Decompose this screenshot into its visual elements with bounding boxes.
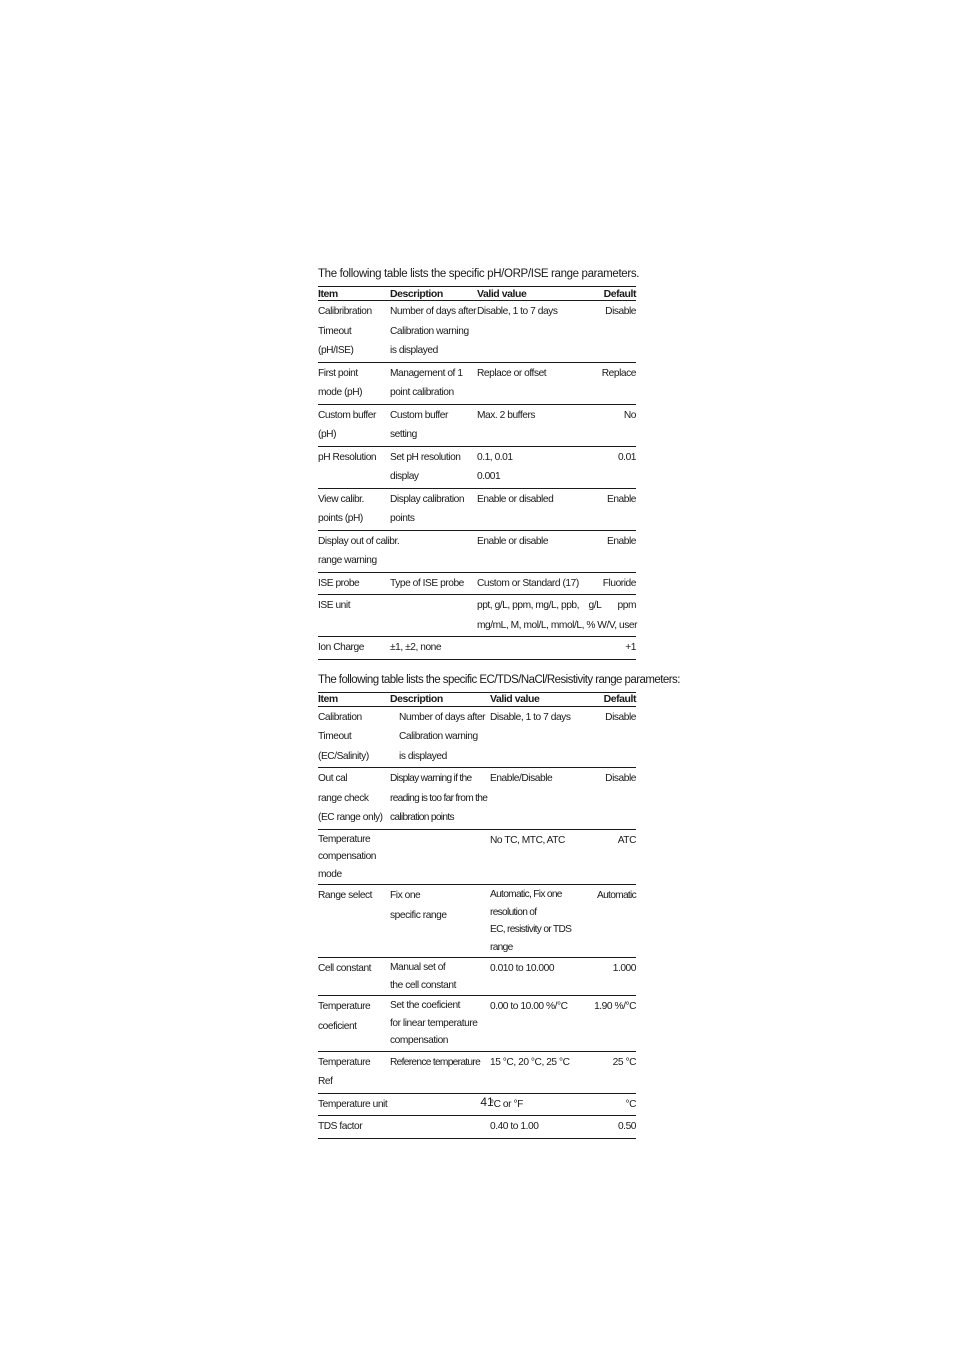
cell-valid-value <box>477 637 593 660</box>
cell-item: Out cal range check (EC range only) <box>318 768 390 830</box>
cell-valid-value: 0.00 to 10.00 %/°C <box>490 996 588 1052</box>
table-row <box>318 572 636 595</box>
table-row <box>318 446 636 488</box>
table-row <box>318 1116 636 1139</box>
cell-item: TDS factor <box>318 1116 490 1139</box>
cell-valid-value: No TC, MTC, ATC <box>490 829 588 885</box>
header-valid-value: Valid value <box>477 287 593 301</box>
cell-default: Automatic <box>588 885 636 958</box>
cell-valid-value: Enable/Disable <box>490 768 588 830</box>
table-row <box>318 595 636 637</box>
header-description: Description <box>390 692 490 706</box>
header-valid-value: Valid value <box>490 692 588 706</box>
table-row <box>318 362 636 404</box>
cell-valid-value: Replace or offset <box>477 362 593 404</box>
header-item: Item <box>318 287 390 301</box>
cell-item: Display out of calibr. range warning <box>318 530 477 572</box>
table-row <box>318 829 636 885</box>
cell-item: Ion Charge <box>318 637 390 660</box>
cell-item: Calibribration Timeout (pH/ISE) <box>318 301 390 363</box>
cell-valid-value: Custom or Standard (17) <box>477 572 593 595</box>
cell-default: ppm <box>593 595 636 637</box>
cell-description: Type of ISE probe <box>390 572 477 595</box>
cell-default: Disable <box>593 301 636 363</box>
cell-description: Management of 1 point calibration <box>390 362 477 404</box>
cell-valid-value: 0.1, 0.01 0.001 <box>477 446 593 488</box>
page-number: 41 <box>480 1095 494 1109</box>
cell-default: Disable <box>588 706 636 768</box>
cell-description: Manual set of the cell constant <box>390 958 490 996</box>
table-row <box>318 637 636 660</box>
ph-table-caption: The following table lists the specific pH/ORP/ISE range parameters. <box>318 268 640 280</box>
cell-description: Number of days after Calibration warning is displayed <box>390 301 477 363</box>
cell-description: Set pH resolution display <box>390 446 477 488</box>
cell-default: Replace <box>593 362 636 404</box>
header-item: Item <box>318 692 390 706</box>
table-row <box>318 1051 636 1093</box>
cell-valid-value: ppt, g/L, ppm, mg/L, ppb, g/L mg/mL, M, mol/L, mmol/L, % W/V, user <box>477 595 593 637</box>
cell-default: No <box>593 404 636 446</box>
cell-item: Temperature compensation mode <box>318 829 390 885</box>
cell-description: Custom buffer setting <box>390 404 477 446</box>
cell-default: 0.01 <box>593 446 636 488</box>
table-row <box>318 706 636 768</box>
cell-default: Fluoride <box>593 572 636 595</box>
cell-item: Cell constant <box>318 958 390 996</box>
cell-description: Reference temperature <box>390 1051 490 1093</box>
table-row <box>318 885 636 958</box>
cell-valid-value: Enable or disabled <box>477 488 593 530</box>
cell-description: Display calibration points <box>390 488 477 530</box>
cell-valid-value: Disable, 1 to 7 days <box>477 301 593 363</box>
cell-default: Enable <box>593 530 636 572</box>
cell-item: View calibr. points (pH) <box>318 488 390 530</box>
ph-parameters-table <box>318 286 636 660</box>
cell-description: Number of days after Calibration warning is displayed <box>390 706 490 768</box>
ec-table-caption: The following table lists the specific EC/TDS/NaCl/Resistivity range parameters: <box>318 673 680 686</box>
cell-valid-value: Enable or disable <box>477 530 593 572</box>
cell-default: Disable <box>588 768 636 830</box>
cell-description <box>390 595 477 637</box>
cell-default: Enable <box>593 488 636 530</box>
cell-valid-value: 0.010 to 10.000 <box>490 958 588 996</box>
cell-item: ISE unit <box>318 595 390 637</box>
table-header-row <box>318 692 636 706</box>
cell-valid-value: 0.40 to 1.00 <box>490 1116 588 1139</box>
document-page <box>318 266 680 1139</box>
cell-item: First point mode (pH) <box>318 362 390 404</box>
cell-description <box>390 829 490 885</box>
cell-default: °C <box>588 1093 636 1116</box>
header-default: Default <box>588 692 636 706</box>
table-row <box>318 958 636 996</box>
cell-item: Range select <box>318 885 390 958</box>
cell-default: +1 <box>593 637 636 660</box>
cell-valid-value: Automatic, Fix one resolution of EC, resistivity or TDS range <box>490 885 588 958</box>
table-row <box>318 301 636 363</box>
cell-valid-value: 15 °C, 20 °C, 25 °C <box>490 1051 588 1093</box>
table-row <box>318 530 636 572</box>
cell-description: Display warning if the reading is too far from the calibration points <box>390 768 490 830</box>
cell-default: 25 °C <box>588 1051 636 1093</box>
table-row <box>318 996 636 1052</box>
cell-description: ±1, ±2, none <box>390 637 477 660</box>
header-default: Default <box>593 287 636 301</box>
ec-parameters-table <box>318 692 636 1139</box>
cell-default: 0.50 <box>588 1116 636 1139</box>
cell-valid-value: °C or °F <box>490 1093 588 1116</box>
cell-item: Temperature coeficient <box>318 996 390 1052</box>
cell-item: Custom buffer (pH) <box>318 404 390 446</box>
cell-description: Fix one specific range <box>390 885 490 958</box>
table-row <box>318 404 636 446</box>
cell-item: Calibration Timeout (EC/Salinity) <box>318 706 390 768</box>
cell-valid-value: Max. 2 buffers <box>477 404 593 446</box>
cell-default: ATC <box>588 829 636 885</box>
cell-default: 1.90 %/°C <box>588 996 636 1052</box>
table-header-row <box>318 287 636 301</box>
table-row <box>318 488 636 530</box>
table-row <box>318 768 636 830</box>
cell-item: pH Resolution <box>318 446 390 488</box>
cell-item: Temperature Ref <box>318 1051 390 1093</box>
cell-item: Temperature unit <box>318 1093 490 1116</box>
cell-item: ISE probe <box>318 572 390 595</box>
cell-valid-value: Disable, 1 to 7 days <box>490 706 588 768</box>
cell-default: 1.000 <box>588 958 636 996</box>
header-description: Description <box>390 287 477 301</box>
cell-description: Set the coeficient for linear temperature compensation <box>390 996 490 1052</box>
